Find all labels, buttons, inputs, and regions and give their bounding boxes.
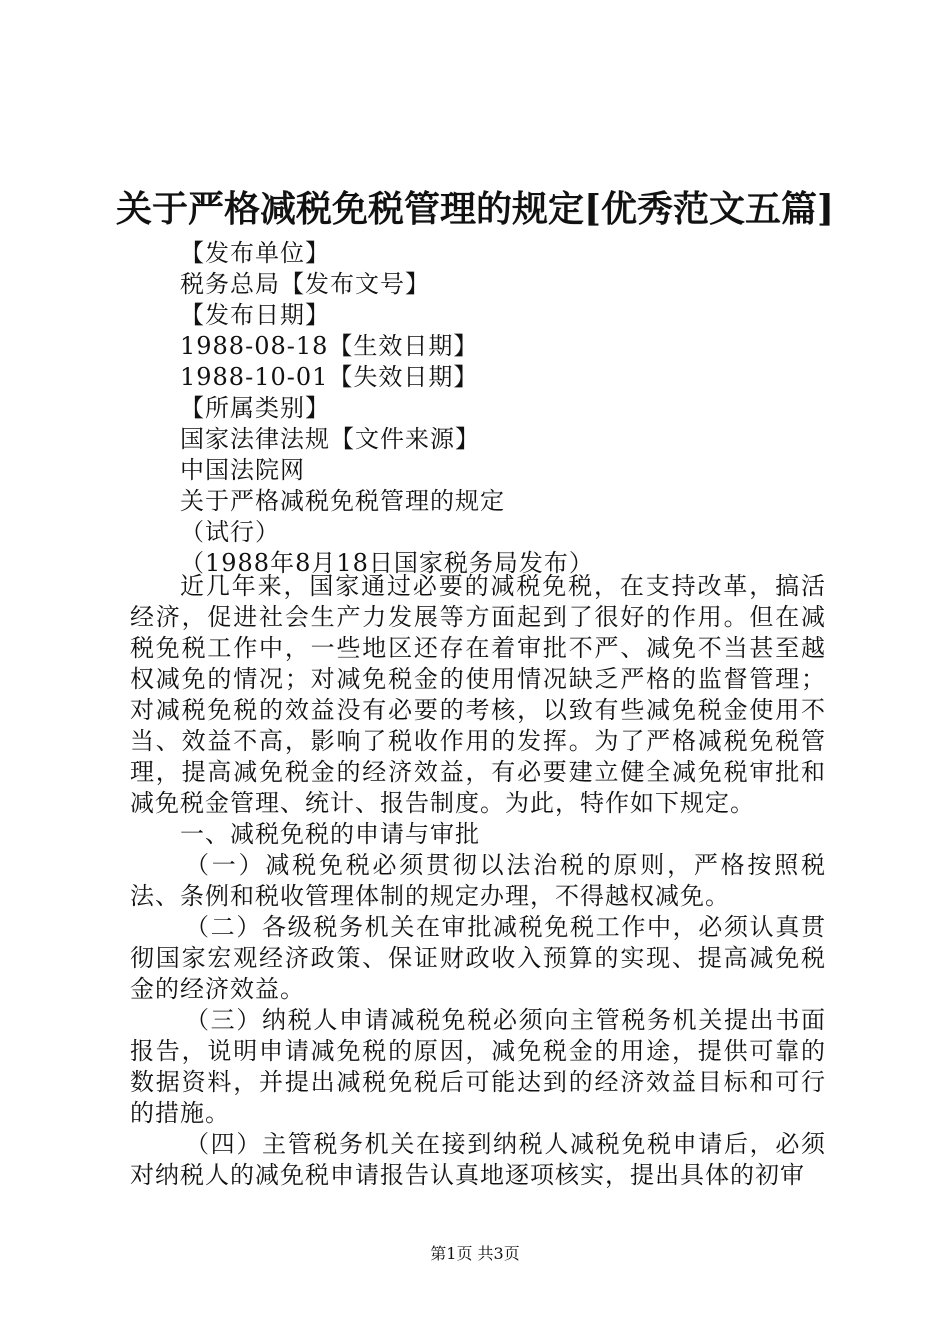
meta-line: 税务总局【发布文号】 — [180, 270, 430, 298]
document-meta — [180, 238, 594, 579]
meta-line: 关于严格减税免税管理的规定 — [180, 487, 505, 515]
meta-line: 1988-10-01【失效日期】 — [180, 363, 479, 391]
meta-line: （试行） — [180, 518, 280, 546]
document-title: 关于严格减税免税管理的规定[优秀范文五篇] — [115, 188, 835, 230]
body-paragraph: （四）主管税务机关在接到纳税人减税免税申请后，必须对纳税人的减免税申请报告认真地逐项核实，提出具体的初审 — [130, 1130, 826, 1189]
document-body — [130, 571, 826, 1191]
page-footer: 第1页 共3页 — [430, 1244, 520, 1263]
meta-line: 国家法律法规【文件来源】 — [180, 425, 480, 453]
meta-line: 【发布日期】 — [180, 301, 330, 329]
body-paragraph: 近几年来，国家通过必要的减税免税，在支持改革，搞活经济，促进社会生产力发展等方面起到了很好的作用。但在减税免税工作中，一些地区还存在着审批不严、减免不当甚至越权减免的情况；对减免税金的使用情况缺乏严格的监督管理；对减税免税的效益没有必要的考核，以致有些减免税金使用不当、效益不高，影响了税收作用的发挥。为了严格减税免税管理，提高减免税金的经济效益，有必要建立健全减免税审批和减免税金管理、统计、报告制度。为此，特作如下规定。 — [130, 572, 826, 817]
meta-line: 1988-08-18【生效日期】 — [180, 332, 479, 360]
body-paragraph: （三）纳税人申请减税免税必须向主管税务机关提出书面报告，说明申请减免税的原因，减免税金的用途，提供可靠的数据资料，并提出减税免税后可能达到的经济效益目标和可行的措施。 — [130, 1006, 826, 1127]
meta-line: （1988年8月18日国家税务局发布） — [180, 549, 594, 577]
body-paragraph: （一）减税免税必须贯彻以法治税的原则，严格按照税法、条例和税收管理体制的规定办理，不得越权减免。 — [130, 851, 826, 910]
meta-line: 中国法院网 — [180, 456, 305, 484]
meta-line: 【所属类别】 — [180, 394, 330, 422]
section-heading: 一、减税免税的申请与审批 — [180, 820, 480, 848]
body-paragraph: （二）各级税务机关在审批减税免税工作中，必须认真贯彻国家宏观经济政策、保证财政收入预算的实现、提高减免税金的经济效益。 — [130, 913, 826, 1003]
meta-line: 【发布单位】 — [180, 239, 330, 267]
